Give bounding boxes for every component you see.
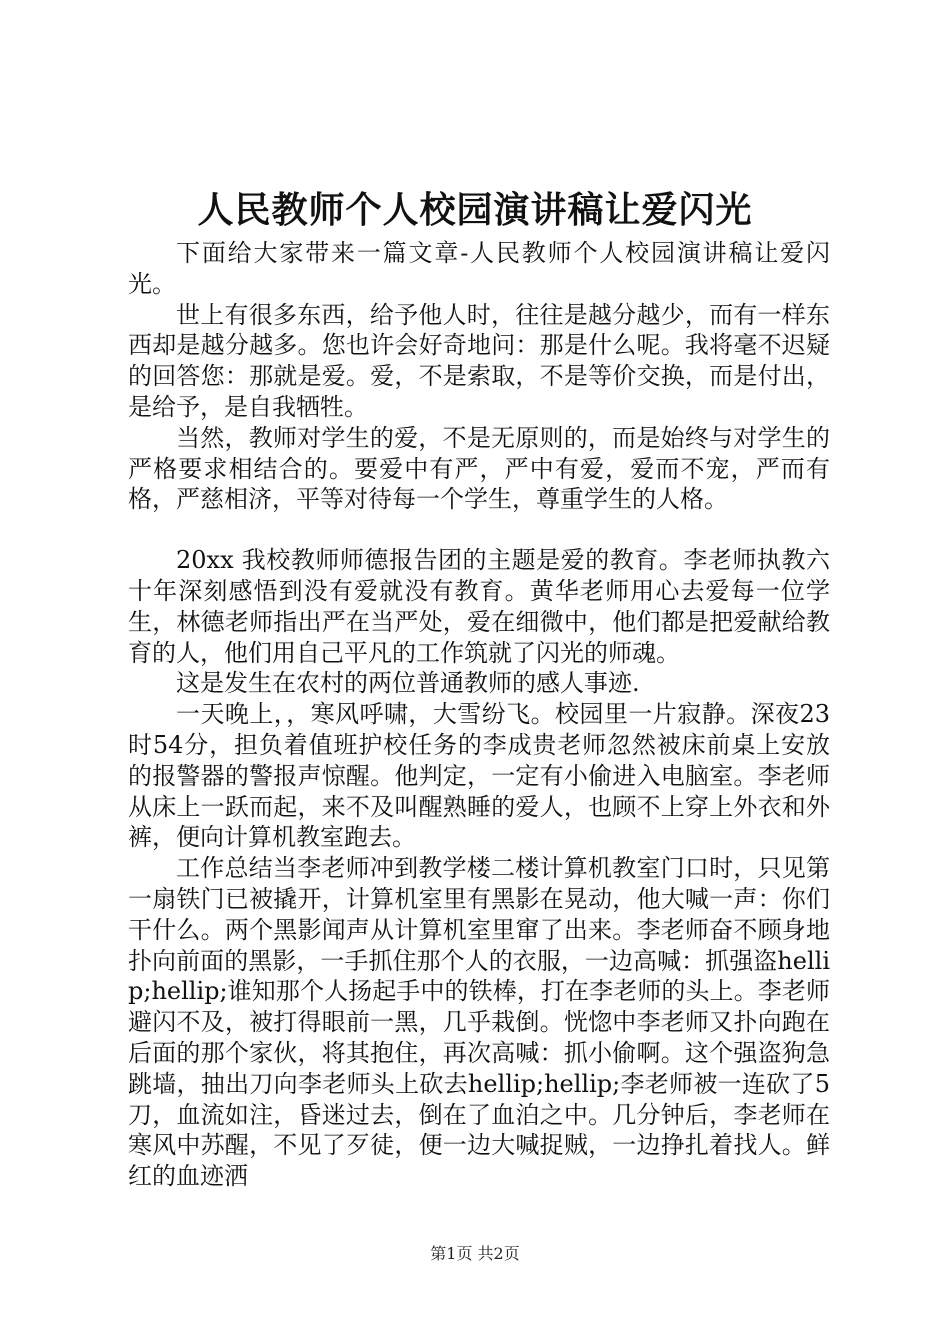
paragraph-intro: 下面给大家带来一篇文章-人民教师个人校园演讲稿让爱闪光。: [128, 239, 830, 298]
document-body: [128, 238, 830, 1192]
paragraph-love: 世上有很多东西，给予他人时，往往是越分越少，而有一样东西却是越分越多。您也许会好奇地问：那是什么呢。我将毫不迟疑的回答您：那就是爱。爱，不是索取，不是等价交换，而是付出，是给予，是自我牺牲。: [128, 300, 830, 421]
page-number-footer: 第1页 共2页: [430, 1244, 520, 1263]
paragraph-confrontation: 工作总结当李老师冲到教学楼二楼计算机教室门口时，只见第一扇铁门已被撬开，计算机室里有黑影在晃动，他大喊一声：你们干什么。两个黑影闻声从计算机室里窜了出来。李老师奋不顾身地扑向前面的黑影，一手抓住那个人的衣服，一边高喊：抓强盗hellip;hellip;谁知那个人扬起手中的铁棒，打在李老师的头上。李老师避闪不及，被打得眼前一黑，几乎栽倒。恍惚中李老师又扑向跑在后面的那个家伙，将其抱住，再次高喊：抓小偷啊。这个强盗狗急跳墙，抽出刀向李老师头上砍去hellip;hellip;李老师被一连砍了5刀，血流如注，昏迷过去，倒在了血泊之中。几分钟后，李老师在寒风中苏醒，不见了歹徒，便一边大喊捉贼，一边挣扎着找人。鲜红的血迹洒: [128, 854, 830, 1191]
document-title: 人民教师个人校园演讲稿让爱闪光: [197, 189, 753, 231]
paragraph-rural-teachers: 这是发生在农村的两位普通教师的感人事迹.: [176, 669, 640, 698]
paragraph-strict-love: 当然，教师对学生的爱，不是无原则的，而是始终与对学生的严格要求相结合的。要爱中有严，严中有爱，爱而不宠，严而有格，严慈相济，平等对待每一个学生，尊重学生的人格。: [128, 423, 830, 514]
paragraph-report-group: 20xx 我校教师师德报告团的主题是爱的教育。李老师执教六十年深刻感悟到没有爱就没有教育。黄华老师用心去爱每一位学生，林德老师指出严在当严处，爱在细微中，他们都是把爱献给教育的人，他们用自己平凡的工作筑就了闪光的师魂。: [128, 546, 830, 667]
paragraph-one-night: 一天晚上，，寒风呼啸，大雪纷飞。校园里一片寂静。深夜23时54分，担负着值班护校任务的李成贵老师忽然被床前桌上安放的报警器的警报声惊醒。他判定，一定有小偷进入电脑室。李老师从床上一跃而起，来不及叫醒熟睡的爱人，也顾不上穿上外衣和外裤，便向计算机教室跑去。: [128, 700, 830, 852]
